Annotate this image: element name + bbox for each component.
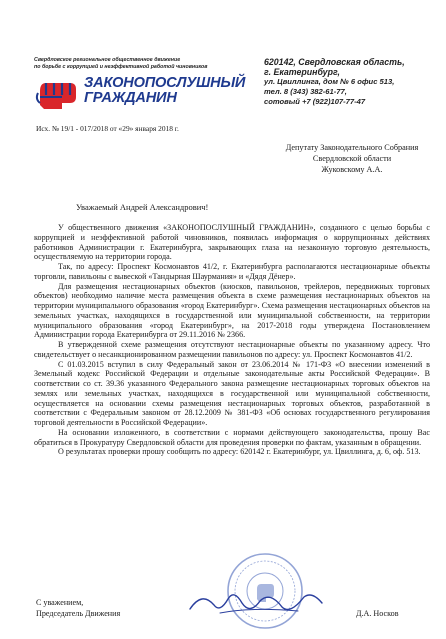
letter-body xyxy=(34,223,430,457)
handwritten-signature-icon xyxy=(180,585,330,621)
brand-line-2: ГРАЖДАНИН xyxy=(84,90,177,106)
address-line: 620142, Свердловская область, xyxy=(264,57,405,67)
signer-name: Д.А. Носков xyxy=(356,609,399,618)
recipient-line: Депутату Законодательного Собрания xyxy=(285,143,419,152)
salutation: Уважаемый Андрей Александрович! xyxy=(76,202,209,212)
org-line-2: по борьбе с коррупцией и неэффективной работой чиновников xyxy=(34,63,208,70)
address-line: ул. Цвиллинга, дом № 6 офис 513, xyxy=(264,77,395,86)
outgoing-reference: Исх. № 19/1 - 017/2018 от «29» января 2018 г. xyxy=(36,124,179,133)
closing-block xyxy=(36,598,120,619)
body-paragraph: На основании изложенного, в соответствии с нормами действующего законодательства, прошу Вас обратиться в Прокуратуру Свердловской области для проведения проверки по фактам, указанным в обращении. xyxy=(34,427,430,447)
body-paragraph: Так, по адресу: Проспект Космонавтов 41/2, г. Екатеринбурга располагаются нестационарные объекты торговли, павильоны с вывеской «Тандырная Шаурмания» и «Дядя Дёнер». xyxy=(34,262,430,281)
raised-fist-logo-icon xyxy=(32,73,82,113)
letterhead-address xyxy=(264,57,444,107)
body-paragraph: В утвержденной схеме размещения отсутствуют нестационарные объекты по указанному адресу. Что свидетельствует о несанкционированном размещении павильонов по адресу: ул. Проспект Космонавтов 41/2. xyxy=(34,340,430,359)
brand-line-1: ЗАКОНОПОСЛУШНЫЙ xyxy=(84,75,246,91)
closing-regards: С уважением, xyxy=(36,598,84,607)
phone-line: тел. 8 (343) 382-61-77, xyxy=(264,87,347,96)
closing-position: Председатель Движения xyxy=(36,608,121,618)
organization-description xyxy=(34,57,249,70)
org-line-1: Свердловское региональное общественное движение xyxy=(34,57,181,63)
body-paragraph: У общественного движения «ЗАКОНОПОСЛУШНЫЙ ГРАЖДАНИН», созданного с целью борьбы с коррупцией и неэффективной работой чиновников, появилась информация о коррупционных действиях работников Администрации г. Екатеринбурга, закрывающих глаза на незаконную торговую деятельность, осуществляемую на территории города. xyxy=(34,223,430,262)
recipient-block xyxy=(262,142,442,176)
brand-name xyxy=(84,76,245,106)
mobile-line: сотовый +7 (922)107-77-47 xyxy=(264,97,366,106)
recipient-line: Жуковскому А.А. xyxy=(321,165,383,175)
address-line: г. Екатеринбург, xyxy=(264,67,340,77)
recipient-line: Свердловской области xyxy=(312,154,392,164)
body-paragraph: Для размещения нестационарных объектов (киосков, павильонов, трейлеров, передвижных торговых объектов) необходимо наличие места размещения объекта в схеме размещения нестационарных объектов на территории муниципального образования «город Екатеринбург». Схема размещения нестационарных объектов на земельных участках, находящихся в государственной или муниципальной собственности, на территории муниципального образования «город Екатеринбург», на 2017-2018 годы утверждена Постановлением Администрации города Екатеринбурга от 29.11.2016 № 2366. xyxy=(34,281,430,340)
body-paragraph: С 01.03.2015 вступил в силу Федеральный закон от 23.06.2014 № 171-ФЗ «О внесении изменений в Земельный кодекс Российской Федерации и отдельные законодательные акты Российской Федерации». В соответствии со ст. 39.36 указанного Федерального закона размещение нестационарных торговых объектов на землях или земельных участках, находящихся в государственной или муниципальной собственности, осуществляется на основании схемы размещения нестационарных торговых объектов, разработанной в соответствии с Федеральным законом от 28.12.2009 № 381-ФЗ «Об основах государственного регулирования торговой деятельности в Российской Федерации». xyxy=(34,359,430,427)
body-paragraph: О результатах проверки прошу сообщить по адресу: 620142 г. Екатеринбург, ул. Цвиллинга, д. 6, оф. 513. xyxy=(58,447,421,457)
